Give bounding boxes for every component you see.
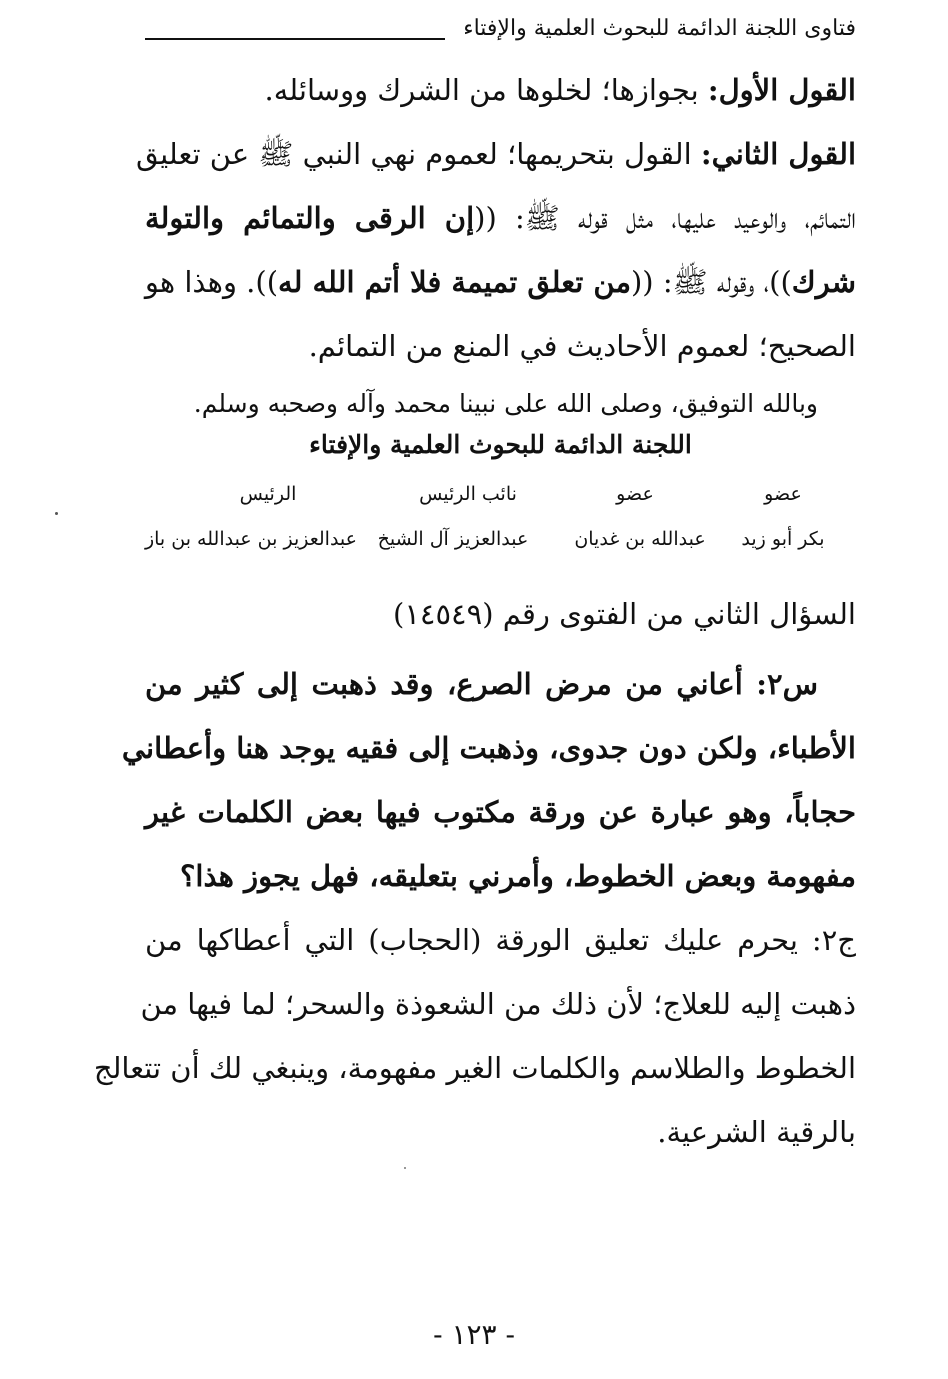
scan-speck xyxy=(55,512,58,515)
committee-title: اللجنة الدائمة للبحوث العلمية والإفتاء xyxy=(309,430,692,459)
hadith-quote: من تعلق تميمة فلا أتم الله له xyxy=(278,265,631,299)
page-number: - ١٢٣ - xyxy=(433,1318,515,1351)
hadith-quote-end: شرك xyxy=(791,265,856,299)
paragraph-line xyxy=(145,262,856,302)
first-opinion-text: بجوازها؛ لخلوها من الشرك ووسائله. xyxy=(264,73,708,107)
paragraph-text: الصحيح؛ لعموم الأحاديث في المنع من التمائم. xyxy=(308,329,856,363)
question-line: الأطباء، ولكن دون جدوى، وذهبت إلى فقيه يوجد هنا وأعطاني xyxy=(121,731,856,765)
paragraph-line xyxy=(145,70,856,110)
paragraph-line xyxy=(145,326,856,366)
closing-text: وبالله التوفيق، وصلى الله على نبينا محمد وآله وصحبه وسلم. xyxy=(193,389,818,418)
question-line: س٢: أعاني من مرض الصرع، وقد ذهبت إلى كثير من xyxy=(145,667,818,701)
member-role: عضو xyxy=(616,483,654,505)
scan-speck xyxy=(404,1167,406,1169)
member-name: بكر أبو زيد xyxy=(741,528,825,550)
answer-line: ج٢: يحرم عليك تعليق الورقة (الحجاب) التي أعطاكها من xyxy=(145,923,856,957)
member-name: عبدالله بن غديان xyxy=(574,528,706,550)
question-line: مفهومة وبعض الخطوط، وأمرني بتعليقه، فهل يجوز هذا؟ xyxy=(180,859,856,893)
question-heading xyxy=(145,594,856,634)
header-rule xyxy=(145,38,445,40)
member-role: عضو xyxy=(764,483,802,505)
fatwa-number-heading: السؤال الثاني من الفتوى رقم (١٤٥٤٩) xyxy=(393,597,856,631)
paragraph-line xyxy=(135,134,856,174)
paragraph-text: )). وهذا هو xyxy=(144,265,279,299)
paragraph-text: التمائم، والوعيد عليها، مثل قوله ﷺ: (( xyxy=(474,201,856,235)
answer-line: الخطوط والطلاسم والكلمات الغير مفهومة، وينبغي لك أن تتعالج xyxy=(93,1051,856,1085)
member-name: عبدالعزيز آل الشيخ xyxy=(377,528,529,550)
member-name: عبدالعزيز بن عبدالله بن باز xyxy=(144,528,358,550)
running-header-title: فتاوى اللجنة الدائمة للبحوث العلمية والإفتاء xyxy=(463,16,856,41)
answer-line: بالرقية الشرعية. xyxy=(657,1115,856,1149)
question-line: حجاباً، وهو عبارة عن ورقة مكتوب فيها بعض الكلمات غير xyxy=(145,795,856,829)
closing-line xyxy=(145,384,818,424)
hadith-quote: إن الرقى والتمائم والتولة xyxy=(145,201,475,235)
member-role: الرئيس xyxy=(239,483,297,505)
second-opinion-label: القول الثاني: xyxy=(700,137,856,171)
paragraph-line xyxy=(145,198,856,238)
answer-line: ذهبت إليه للعلاج؛ لأن ذلك من الشعوذة والسحر؛ لما فيها من xyxy=(140,987,856,1021)
paragraph-text: ))، وقوله ﷺ: (( xyxy=(630,265,792,299)
member-role: نائب الرئيس xyxy=(419,483,517,505)
first-opinion-label: القول الأول: xyxy=(707,73,856,107)
second-opinion-text: القول بتحريمها؛ لعموم نهي النبي ﷺ عن تعليق xyxy=(135,137,701,171)
